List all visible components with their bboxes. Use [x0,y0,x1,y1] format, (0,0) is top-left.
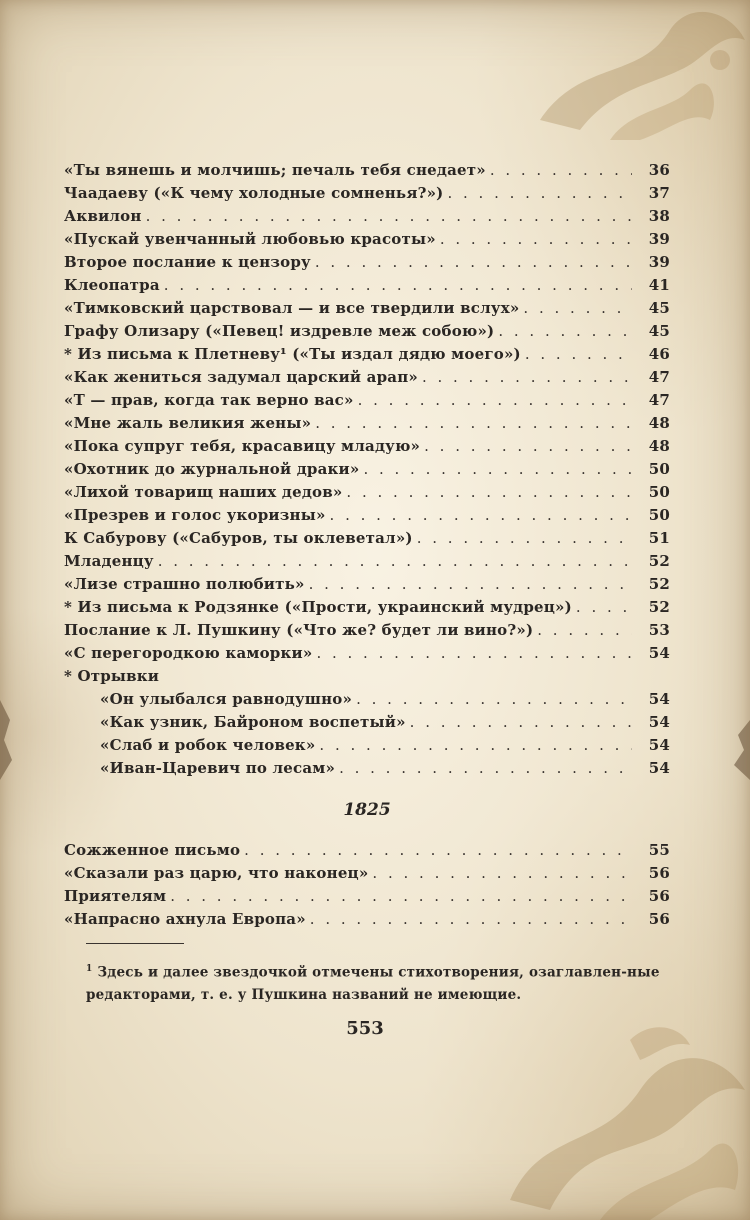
leader-dots [537,621,632,639]
toc-entry-page: 39 [648,230,670,248]
toc-entry-title: «Ты вянешь и молчишь; печаль тебя снедает» [64,161,486,179]
leader-dots [490,161,632,179]
toc-entry[interactable] [64,529,670,552]
toc-entry-page: 38 [648,207,670,225]
toc-entry-page: 47 [648,368,670,386]
toc-entry-page: 50 [648,460,670,478]
toc-entry-page: 51 [648,529,670,547]
leader-dots [244,841,632,859]
toc-entry-page: 37 [648,184,670,202]
ornament-left-edge-icon [0,700,14,780]
leader-dots [447,184,632,202]
toc-entry-page: 48 [648,437,670,455]
leader-dots [330,506,632,524]
toc-entry[interactable] [64,276,670,299]
toc-entry-page: 41 [648,276,670,294]
leader-dots [417,529,632,547]
toc-entry-title: Младенцу [64,552,154,570]
toc-entry-title: * Из письма к Родзянке («Прости, украинский мудрец») [64,598,572,616]
leader-dots [498,322,632,340]
toc-entry[interactable] [64,887,670,910]
leader-dots [310,910,632,928]
toc-entry-title: Сожженное письмо [64,841,241,859]
footnote-text: Здесь и далее звездочкой отмечены стихотворения, озаглавлен-ные редакторами, т. е. у Пушкина названий не имеющие. [86,964,660,1003]
toc-entry[interactable] [64,552,670,575]
leader-dots [346,483,632,501]
toc-entry[interactable] [64,598,670,621]
toc-entry-title: Приятелям [64,887,167,905]
footnote-divider [86,943,184,944]
leader-dots [339,759,632,777]
toc-entry[interactable] [100,690,670,713]
toc-entry-title: «Мне жаль великия жены» [64,414,312,432]
toc-entry-title: Клеопатра [64,276,160,294]
toc-entry[interactable] [64,644,670,667]
toc-entry-title: * Отрывки [64,667,160,685]
toc-entry[interactable] [64,207,670,230]
toc-entry-page: 52 [648,575,670,593]
toc-entry-page: 47 [648,391,670,409]
toc-entry-page: 54 [648,713,670,731]
toc-entry-title: «Пока супруг тебя, красавицу младую» [64,437,421,455]
toc-entry-page: 50 [648,483,670,501]
leader-dots [146,207,632,225]
toc-entry-title: «Иван-Царевич по лесам» [100,759,336,777]
footnote [86,958,670,1006]
toc-entry-page: 56 [648,910,670,928]
toc-entry[interactable] [64,460,670,483]
toc-entry[interactable] [100,759,670,782]
toc-entry-page: 45 [648,299,670,317]
toc-entry-title: Второе послание к цензору [64,253,311,271]
toc-entry[interactable] [64,437,670,460]
toc-section-heading [64,667,670,690]
toc-entry-page: 54 [648,644,670,662]
toc-entry-page: 55 [648,841,670,859]
toc-entry[interactable] [64,483,670,506]
toc-entry[interactable] [100,713,670,736]
toc-entry-title: «Лизе страшно полюбить» [64,575,305,593]
leader-dots [525,345,632,363]
toc-entry-title: * Из письма к Плетневу¹ («Ты издал дядю моего») [64,345,521,363]
toc-entry-page: 54 [648,759,670,777]
toc-entry-page: 46 [648,345,670,363]
toc-entry-page: 39 [648,253,670,271]
page-number: 553 [346,1018,384,1039]
leader-dots [523,299,632,317]
toc-entry-title: «Слаб и робок человек» [100,736,316,754]
leader-dots [410,713,632,731]
toc-entry-page: 50 [648,506,670,524]
leader-dots [315,253,632,271]
toc-entry[interactable] [64,368,670,391]
toc-entry-page: 52 [648,598,670,616]
leader-dots [422,368,632,386]
toc-entry-title: «Охотник до журнальной драки» [64,460,360,478]
toc-entry[interactable] [64,414,670,437]
toc-entry-page: 52 [648,552,670,570]
toc-entry-title: Чаадаеву («К чему холодные сомненья?») [64,184,444,202]
toc-entry[interactable] [64,345,670,368]
toc-entry-title: К Сабурову («Сабуров, ты оклеветал») [64,529,413,547]
leader-dots [424,437,632,455]
toc-entry-title: «Напрасно ахнула Европа» [64,910,306,928]
leader-dots [356,690,632,708]
toc-entry[interactable] [64,230,670,253]
leader-dots [358,391,632,409]
toc-entry[interactable] [64,841,670,864]
toc-entry-title: «Лихой товарищ наших дедов» [64,483,343,501]
leader-dots [372,864,632,882]
toc-entry[interactable] [100,736,670,759]
toc-entry[interactable] [64,184,670,207]
toc-entry-page: 48 [648,414,670,432]
toc-entry[interactable] [64,161,670,184]
toc-entry-title: «Т — прав, когда так верно вас» [64,391,354,409]
toc-entry-title: «Как узник, Байроном воспетый» [100,713,406,731]
leader-dots [164,276,632,294]
toc-entry-page: 36 [648,161,670,179]
toc-entry-title: Аквилон [64,207,142,225]
ornament-right-edge-icon [730,720,750,780]
toc-entry-title: «Пускай увенчанный любовью красоты» [64,230,436,248]
toc-entry[interactable] [64,910,670,933]
toc-entry-page: 54 [648,736,670,754]
leader-dots [315,414,632,432]
leader-dots [576,598,632,616]
toc-entry[interactable] [64,253,670,276]
toc-entry-title: «С перегородкою каморки» [64,644,313,662]
toc-entry-page: 53 [648,621,670,639]
toc-entry-title: Графу Олизару («Певец! издревле меж собою») [64,322,495,340]
toc-entry[interactable] [64,506,670,529]
toc-entry-page: 45 [648,322,670,340]
toc-entry-title: «Презрев и голос укоризны» [64,506,326,524]
leader-dots [316,644,632,662]
toc-entry-title: «Как жениться задумал царский арап» [64,368,418,386]
toc-entry-page: 56 [648,864,670,882]
toc-entry[interactable] [64,391,670,414]
toc-entry-title: «Он улыбался равнодушно» [100,690,353,708]
toc-entry[interactable] [64,621,670,644]
leader-dots [440,230,632,248]
toc-entry[interactable] [64,322,670,345]
ornament-top-right-icon [520,0,750,150]
toc-entry-page: 54 [648,690,670,708]
leader-dots [158,552,632,570]
toc-entry[interactable] [64,575,670,598]
leader-dots [319,736,632,754]
toc-entry-title: «Сказали раз царю, что наконец» [64,864,369,882]
leader-dots [363,460,632,478]
toc-entry-title: «Тимковский царствовал — и все твердили вслух» [64,299,520,317]
toc-entry[interactable] [64,864,670,887]
leader-dots [170,887,632,905]
footnote-mark: 1 [86,964,93,974]
year-heading: 1825 [343,800,391,820]
leader-dots [309,575,632,593]
toc-entry[interactable] [64,299,670,322]
toc-entry-title: Послание к Л. Пушкину («Что же? будет ли вино?») [64,621,534,639]
toc-entry-page: 56 [648,887,670,905]
